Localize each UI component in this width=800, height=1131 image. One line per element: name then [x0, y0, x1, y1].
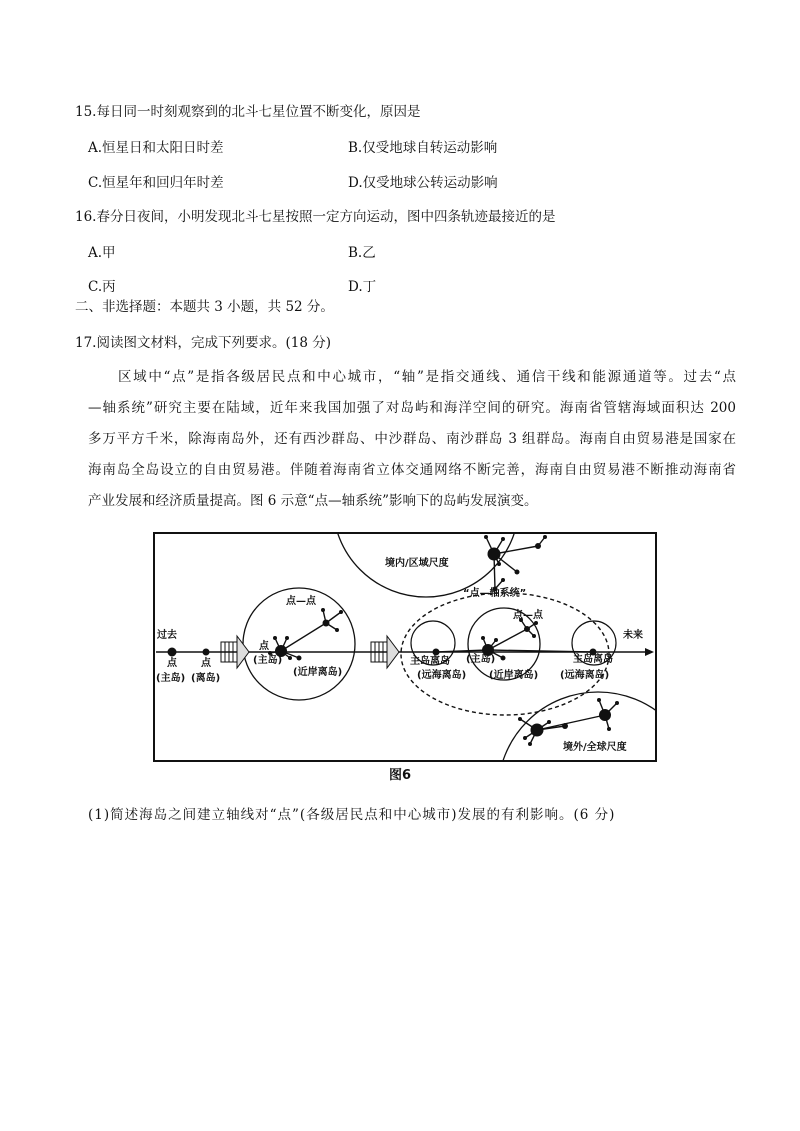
material-line: 海南岛全岛设立的自由贸易港。伴随着海南省立体交通网络不断完善，海南自由贸易港不断推动海南省 [88, 462, 736, 478]
q17-question-1: (1)简述海岛之间建立轴线对“点”(各级居民点和中心城市)发展的有利影响。(6 分) [88, 807, 616, 823]
label-dot-1: 点 [167, 658, 177, 669]
material-line: 产业发展和经济质量提高。图 6 示意“点—轴系统”影响下的岛屿发展演变。 [88, 493, 538, 509]
q15-option-c[interactable]: C.恒星年和回归年时差 [88, 175, 224, 191]
section-heading: 二、非选择题：本题共 3 小题，共 52 分。 [75, 299, 334, 315]
label-dot-dot-2: 点—点 [513, 610, 543, 621]
q15-option-a[interactable]: A.恒星日和太阳日时差 [88, 140, 224, 156]
label-main-island-3: (主岛) [466, 654, 496, 665]
label-main-island-2: (主岛) [253, 655, 283, 666]
label-off-island-1: (离岛) [191, 673, 221, 684]
material-line: 区域中“点”是指各级居民点和中心城市，“轴”是指交通线、通信干线和能源通道等。过去“点 [118, 369, 736, 385]
q16-option-c[interactable]: C.丙 [88, 279, 116, 295]
material-line: 多万平方千米，除海南岛外，还有西沙群岛、中沙群岛、南沙群岛 3 组群岛。海南自由贸易港是国家在 [88, 431, 736, 447]
q16-stem: 16.春分日夜间，小明发现北斗七星按照一定方向运动，图中四条轨迹最接近的是 [75, 209, 556, 225]
label-far-island-1: (远海离岛) [417, 670, 467, 681]
material-line: —轴系统”研究主要在陆域，近年来我国加强了对岛屿和海洋空间的研究。海南省管辖海域面积达 200 [88, 400, 736, 416]
label-past: 过去 [157, 630, 177, 641]
label-dot-3: 点 [259, 641, 269, 652]
label-point-axis-system: “点—轴系统” [463, 588, 527, 599]
label-domestic-scale: 境内/区域尺度 [385, 558, 449, 569]
q15-option-d[interactable]: D.仅受地球公转运动影响 [348, 175, 498, 191]
left-far-island-node [433, 649, 440, 656]
label-near-island-2: (近岸离岛) [489, 670, 539, 681]
past-off-island-dot [203, 649, 210, 656]
label-global-scale: 境外/全球尺度 [563, 742, 627, 753]
global-main-node [531, 724, 544, 737]
q17-stem: 17.阅读图文材料，完成下列要求。(18 分) [75, 335, 331, 351]
q16-option-d[interactable]: D.丁 [348, 279, 377, 295]
domestic-main-node [488, 548, 501, 561]
label-main-far-2: 主岛离岛 [573, 654, 613, 665]
label-dot-2: 点 [201, 658, 211, 669]
figure-caption: 图6 [388, 768, 412, 783]
stage2-near-island-node [323, 620, 330, 627]
label-far-island-2: (远海离岛) [560, 670, 610, 681]
q15-option-b[interactable]: B.仅受地球自转运动影响 [348, 140, 498, 156]
past-main-island-dot [168, 648, 177, 657]
label-near-island-1: (近岸离岛) [293, 667, 343, 678]
label-main-far-1: 主岛离岛 [410, 656, 450, 667]
q16-option-b[interactable]: B.乙 [348, 245, 376, 261]
label-future: 未来 [623, 630, 643, 641]
q17-material [88, 362, 736, 517]
label-dot-dot-1: 点—点 [286, 596, 316, 607]
q16-option-a[interactable]: A.甲 [88, 245, 116, 261]
label-main-island-1: (主岛) [156, 673, 186, 684]
figure-6-point-axis-diagram [153, 532, 657, 762]
q15-stem: 15.每日同一时刻观察到的北斗七星位置不断变化，原因是 [75, 104, 421, 120]
